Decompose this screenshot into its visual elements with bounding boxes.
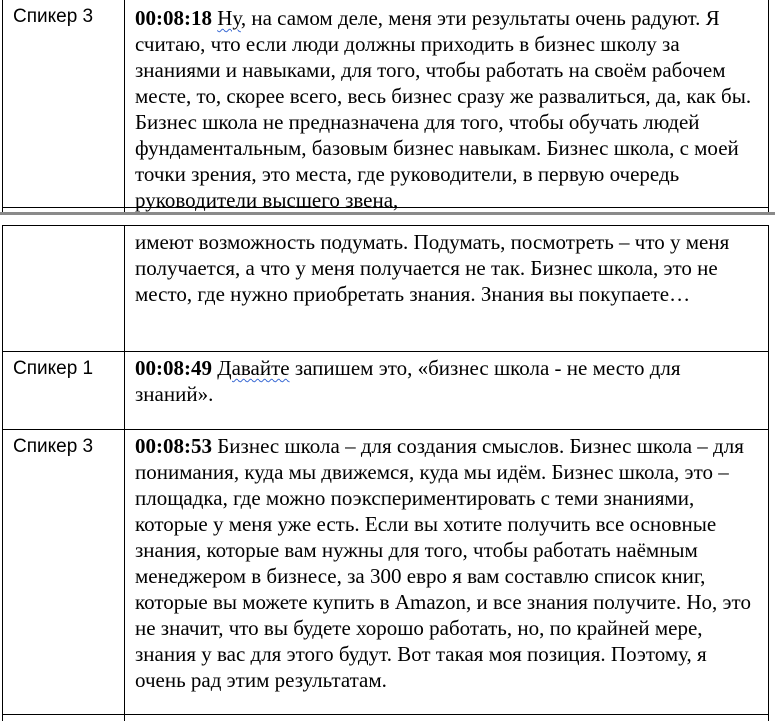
transcript-fragment-top [0,0,775,212]
table-row-3-text [125,355,768,407]
transcript-text: , на самом деле, меня эти результаты очень радуют. Я считаю, что если люди должны приходить в бизнес школу за знаниями и навыками, для того, чтобы работать на своём рабочем месте, то, скорее всего, весь бизнес сразу же развалиться, да, как бы. Бизнес школа не предназначена для того, чтобы обучать людей фундаментальным, базовым бизнес навыкам. Бизнес школа, с моей точки зрения, это места, где руководители, в первую очередь руководители высшего звена, [135,6,752,212]
table-border [768,225,769,721]
table-border [2,351,769,352]
timestamp: 00:08:49 [135,356,212,380]
table-row-2-text [125,229,768,307]
table-border [2,714,769,715]
spellcheck-word: Давайте [217,356,290,380]
spellcheck-word: Ну [217,6,241,30]
table-border [768,0,769,212]
transcript-fragment-bottom [0,215,775,721]
table-row-1-text [125,5,768,212]
timestamp: 00:08:18 [135,6,212,30]
table-border [2,225,3,721]
table-row-1-speaker: Спикер 3 [13,6,94,27]
timestamp: 00:08:53 [135,434,212,458]
table-border [2,225,769,226]
table-row-4-text [125,433,768,693]
table-row-3-speaker: Спикер 1 [13,358,94,379]
table-row-4-speaker: Спикер 3 [13,436,94,457]
table-border [2,0,3,212]
transcript-text: Бизнес школа – для создания смыслов. Бизнес школа – для понимания, куда мы движемся, куда мы идём. Бизнес школа, это – площадка, где можно поэкспериментировать с теми знаниями, которые у меня уже есть. Если вы хотите получить все основные знания, которые вам нужны для того, чтобы работать наёмным менеджером в бизнесе, за 300 евро я вам составлю список книг, которые вы можете купить в Amazon, и все знания получите. Но, это не значит, что вы будете хорошо работать, но, по крайней мере, знания у вас для этого будут. Вот такая моя позиция. Поэтому, я очень рад этим результатам. [135,434,751,692]
table-border [2,429,769,430]
transcript-text: запишем это, «бизнес школа - не место для знаний». [135,356,681,406]
transcript-text: имеют возможность подумать. Подумать, посмотреть – что у меня получается, а что у меня получается не так. Бизнес школа, это не место, где нужно приобретать знания. Знания вы покупаете… [135,230,730,306]
